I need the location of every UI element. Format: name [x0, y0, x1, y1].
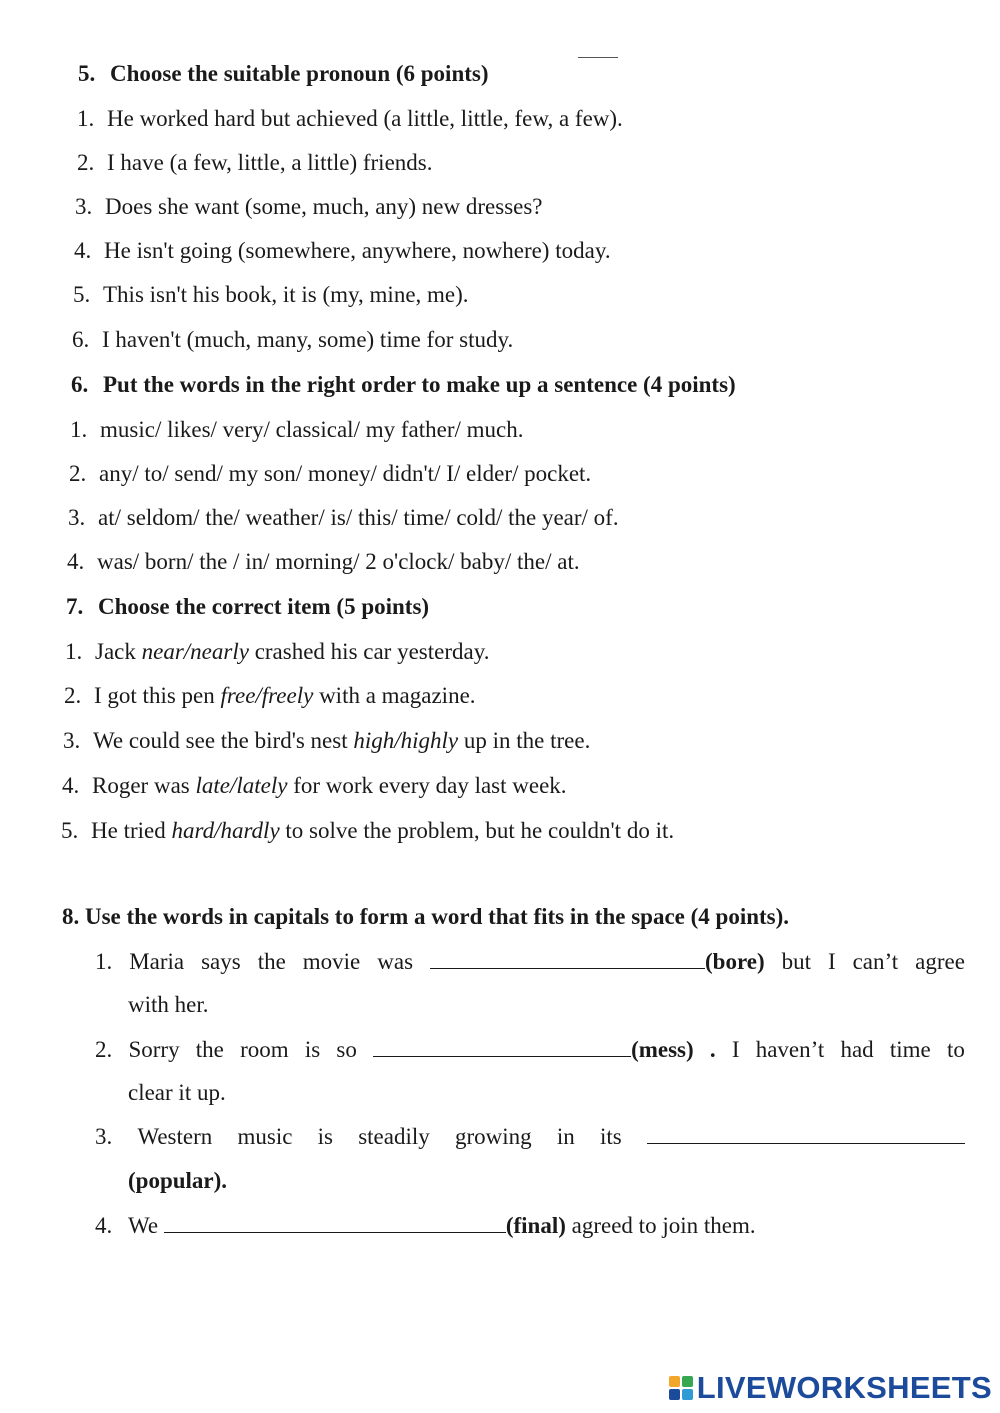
- s6-item-3: 3. at/ seldom/ the/ weather/ is/ this/ time/ cold/ the year/ of.: [68, 505, 619, 530]
- s5-item-3: 3. Does she want (some, much, any) new dresses?: [75, 194, 543, 219]
- s8-item-4: 4. We (final) agreed to join them.: [95, 1213, 756, 1238]
- s7-item-2: 2. I got this pen free/freely with a magazine.: [64, 683, 476, 708]
- s5-item-1: 1. He worked hard but achieved (a little, little, few, a few).: [77, 106, 623, 131]
- s8-item-1-cont: with her.: [128, 992, 209, 1017]
- s7-item-3: 3. We could see the bird's nest high/highly up in the tree.: [63, 728, 591, 753]
- answer-blank[interactable]: [164, 1214, 506, 1233]
- answer-blank[interactable]: [373, 1038, 631, 1057]
- section-7-heading: 7. Choose the correct item (5 points): [66, 594, 430, 619]
- s7-item-4: 4. Roger was late/lately for work every day last week.: [62, 773, 567, 798]
- s8-item-3: 3. Western music is steadily growing in its: [95, 1125, 965, 1148]
- s8-item-3-cont: (popular).: [128, 1168, 228, 1193]
- s7-item-5: 5. He tried hard/hardly to solve the problem, but he couldn't do it.: [61, 818, 675, 843]
- s8-item-1: 1. Maria says the movie was (bore) but I can’t agree: [95, 949, 965, 974]
- s5-item-2: 2. I have (a few, little, a little) friends.: [77, 150, 433, 175]
- scan-mark: [578, 57, 618, 58]
- s5-item-4: 4. He isn't going (somewhere, anywhere, nowhere) today.: [74, 238, 611, 263]
- s6-item-2: 2. any/ to/ send/ my son/ money/ didn't/ I/ elder/ pocket.: [69, 461, 592, 486]
- answer-blank[interactable]: [430, 950, 705, 969]
- s8-item-2-cont: clear it up.: [128, 1080, 226, 1105]
- liveworksheets-logo[interactable]: LIVEWORKSHEETS: [669, 1371, 992, 1405]
- section-5-heading: 5. Choose the suitable pronoun (6 points): [78, 61, 489, 86]
- answer-blank[interactable]: [647, 1125, 965, 1144]
- s5-item-5: 5. This isn't his book, it is (my, mine, me).: [73, 282, 469, 307]
- liveworksheets-logo-icon: [669, 1376, 693, 1400]
- s7-item-1: 1. Jack near/nearly crashed his car yesterday.: [65, 639, 490, 664]
- s8-item-2: 2. Sorry the room is so (mess) . I haven’t had time to: [95, 1037, 965, 1062]
- section-8-heading: 8. Use the words in capitals to form a word that fits in the space (4 points).: [62, 904, 790, 929]
- s6-item-1: 1. music/ likes/ very/ classical/ my father/ much.: [70, 417, 524, 442]
- s5-item-6: 6. I haven't (much, many, some) time for study.: [72, 327, 514, 352]
- section-6-heading: 6. Put the words in the right order to make up a sentence (4 points): [71, 372, 736, 397]
- s6-item-4: 4. was/ born/ the / in/ morning/ 2 o'clock/ baby/ the/ at.: [67, 549, 580, 574]
